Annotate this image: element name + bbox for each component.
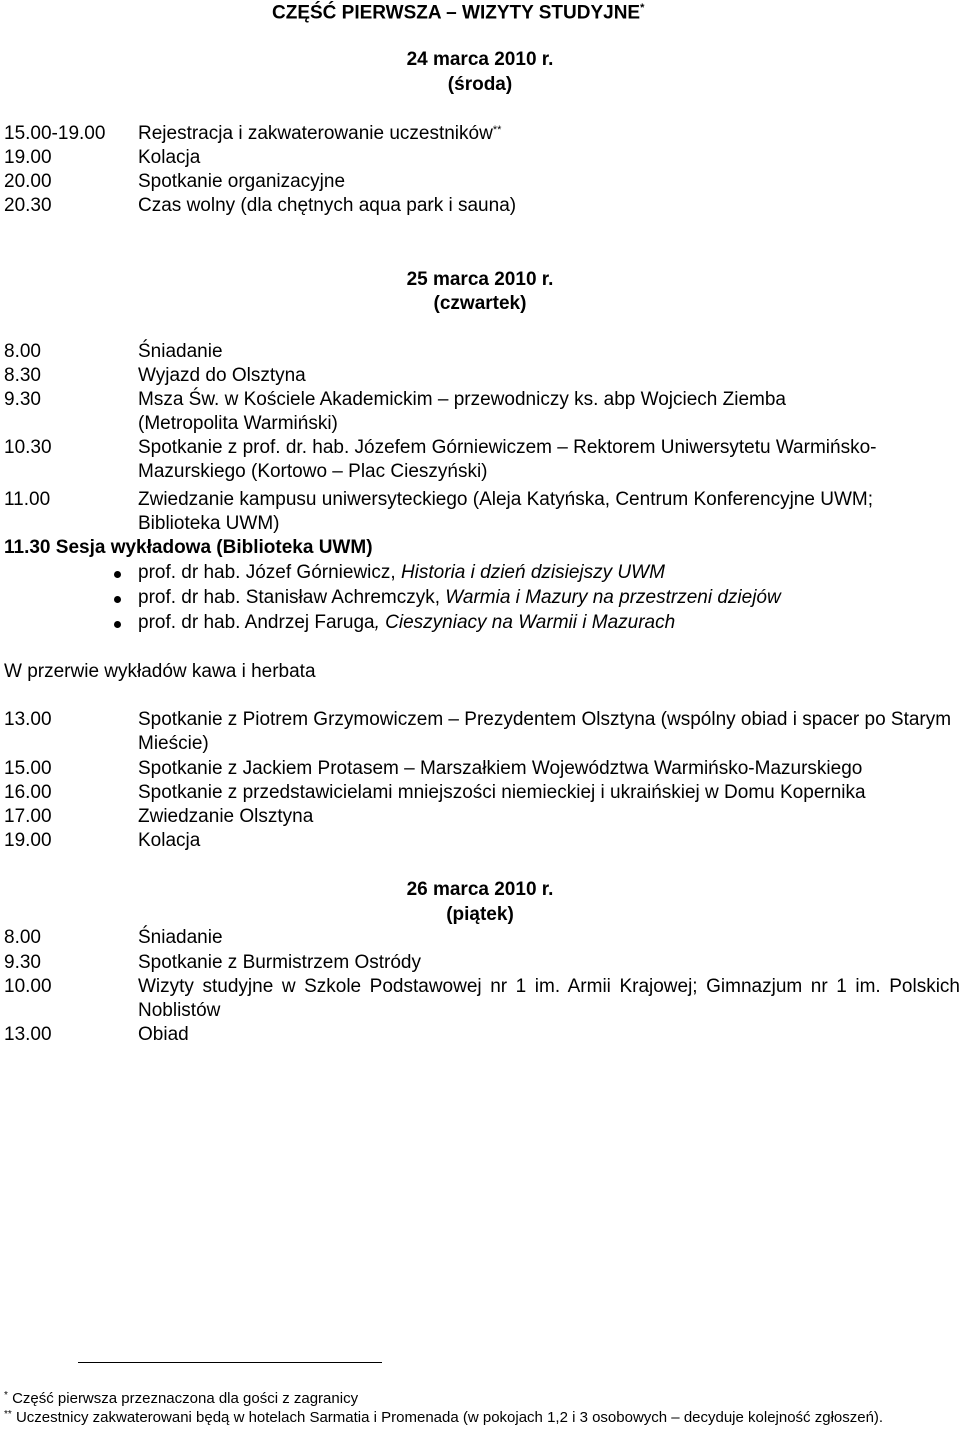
row-time: 20.00 [4,171,52,192]
day3-weekday: (piątek) [446,904,514,925]
row-time: 20.30 [4,195,52,216]
day2-date: 25 marca 2010 r. [406,269,554,290]
row-text: Spotkanie z prof. dr. hab. Józefem Górniewiczem – Rektorem Uniwersytetu Warmińsko-Mazurskiego (Kortowo – Plac Cieszyński) [138,437,877,482]
footnote-text: Część pierwsza przeznaczona dla gości z zagranicy [12,1390,359,1407]
row-time: 11.00 [4,489,51,510]
lecture-topic: Warmia i Mazury na przestrzeni dziejów [445,587,781,608]
row-text: Rejestracja i zakwaterowanie uczestników** [138,123,502,144]
row-time: 8.00 [4,927,41,948]
row-text: Wyjazd do Olsztyna [138,365,306,386]
day1-date: 24 marca 2010 r. [406,49,554,70]
row-text: Msza Św. w Kościele Akademickim – przewodniczy ks. abp Wojciech Ziemba (Metropolita Warmiński) [138,389,787,434]
page-title: CZĘŚĆ PIERWSZA – WIZYTY STUDYJNE* [272,2,645,24]
row-time: 15.00 [4,758,52,779]
bullet-icon [114,571,121,578]
row-time: 15.00-19.00 [4,123,106,144]
break-note: W przerwie wykładów kawa i herbata [4,661,316,682]
row-time: 16.00 [4,782,52,803]
bullet-icon [114,596,121,603]
row-text: Śniadanie [138,341,223,362]
row-time: 10.00 [4,976,52,997]
footnote-mark: * [4,1390,8,1401]
footnote [4,1389,944,1408]
row-text: Kolacja [138,147,201,168]
row-text: Spotkanie z Jackiem Protasem – Marszałkiem Województwa Warmińsko-Mazurskiego [138,758,863,779]
lecture-text [138,561,665,585]
row-text: Spotkanie z Burmistrzem Ostródy [138,952,421,973]
row-text: Śniadanie [138,927,223,948]
lecture-speaker: prof. dr hab. Józef Górniewicz, [138,562,396,583]
lecture-text [138,586,781,610]
row-time: 19.00 [4,147,52,168]
footnote-separator [78,1362,382,1363]
footnote-text: Uczestnicy zakwaterowani będą w hotelach Sarmatia i Promenada (w pokojach 1,2 i 3 osobowych – decyduje kolejność zgłoszeń). [15,1409,884,1426]
row-time: 8.30 [4,365,41,386]
row-text: Czas wolny (dla chętnych aqua park i sauna) [138,195,517,216]
row-time: 13.00 [4,1024,52,1045]
row-text: Spotkanie organizacyjne [138,171,346,192]
day2-weekday: (czwartek) [433,293,527,314]
row-time: 10.30 [4,437,52,458]
row-time: 17.00 [4,806,52,827]
session-title: 11.30 Sesja wykładowa (Biblioteka UWM) [4,537,373,558]
lecture-speaker: prof. dr hab. Stanisław Achremczyk, [138,587,441,608]
row-time: 9.30 [4,952,41,973]
row-text: Obiad [138,1024,189,1045]
lecture-text [138,611,675,635]
row-time: 8.00 [4,341,41,362]
row-time: 9.30 [4,389,41,410]
title-footnote-mark: * [640,2,645,14]
row-text: Spotkanie z Piotrem Grzymowiczem – Prezydentem Olsztyna (wspólny obiad i spacer po Starym Mieście) [138,709,952,754]
row-text: Zwiedzanie Olsztyna [138,806,314,827]
row-text: Spotkanie z przedstawicielami mniejszości niemieckiej i ukraińskiej w Domu Kopernika [138,782,866,803]
lecture-topic: , Cieszyniacy na Warmii i Mazurach [374,612,676,633]
footnote-mark: ** [492,124,502,136]
bullet-icon [114,621,121,628]
row-text: Wizyty studyjne w Szkole Podstawowej nr 1 im. Armii Krajowej; Gimnazjum nr 1 im. Polskich Noblistów [138,976,960,1021]
row-time: 13.00 [4,709,52,730]
row-time: 19.00 [4,830,52,851]
lecture-topic: Historia i dzień dzisiejszy UWM [400,562,665,583]
row-text: Kolacja [138,830,201,851]
day1-weekday: (środa) [447,74,513,95]
row-text: Zwiedzanie kampusu uniwersyteckiego (Aleja Katyńska, Centrum Konferencyjne UWM; Biblioteka UWM) [138,489,873,534]
footnote-mark: ** [4,1409,12,1420]
lecture-speaker: prof. dr hab. Andrzej Faruga [138,612,375,633]
day3-date: 26 marca 2010 r. [406,879,554,900]
footnote [4,1408,944,1427]
